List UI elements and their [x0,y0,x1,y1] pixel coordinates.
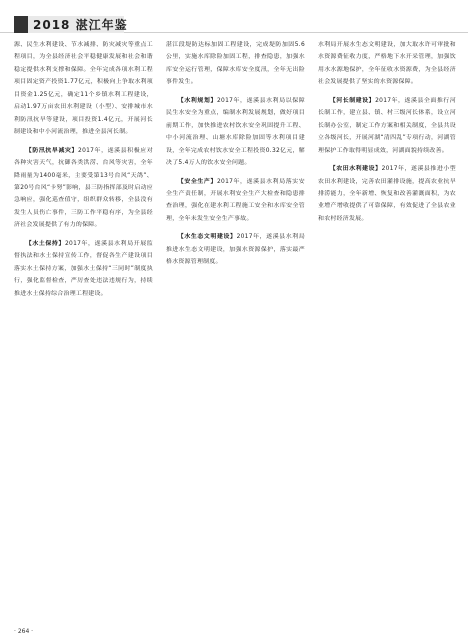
page-number: · 264 · [14,628,34,635]
paragraph [318,163,456,225]
header-marker-block [14,16,28,33]
paragraph-text: 湛江段堤防达标加固工程建设，完成堤防加固5.6公里，实施水库除险加固工程，排查隐患，加强水库安全运行管理，保障水库安全度汛，全年无出险事件发生。 [166,42,305,86]
text-column-right [318,39,456,599]
paragraph-text: 2017年，遂溪县水利局推进水生态文明建设，加强水资源保护，落实最严格水资源管理制度。 [166,234,305,266]
section-heading: 【农田水利建设】 [329,166,382,173]
paragraph-text: 2017年，遂溪县水利局落实安全生产责任制，开展水利安全生产大检查和隐患排查治理，强化在建水利工程施工安全和水库安全管理，全年未发生安全生产事故。 [166,178,305,222]
paragraph-text: 水利局开展水生态文明建设，加大取水许可审批和水资源费征收力度，严格地下水开采管理，加强饮用水水源地保护，全年征收水资源费，为全县经济社会发展提供了坚实的水资源保障。 [318,42,456,86]
paragraph [166,231,305,268]
text-column-middle [166,39,305,599]
section-heading: 【防汛抗旱减灾】 [25,147,79,154]
paragraph [166,95,305,170]
paragraph [14,238,153,300]
paragraph-text: 2017年，遂溪县水利局开展监督执法和水土保持宣传工作，督促各生产建设项目落实水土保持方案，加强水土保持“三同时”制度执行，强化监督检查，严厉查处违法违规行为，持续推进水土保持综合治理工程建设。 [14,240,153,297]
paragraph [318,95,456,157]
paragraph [318,39,456,89]
section-heading: 【安全生产】 [177,178,217,185]
text-column-left [14,39,153,599]
paragraph-text: 2017年，遂溪县积极应对各种灾害天气，抗御各类洪涝、台风等灾害，全年降雨量为1400毫米，主要受第13号台风“天鸽”、第20号台风“卡努”影响，县三防指挥部及时启动应急响应，强化巡查值守，组织群众转移，全县没有发生人员伤亡事件，三防工作平稳有序，为全县经济社会发展提供了有力的保障。 [14,147,153,229]
section-heading: 【水土保持】 [25,240,65,247]
paragraph [166,176,305,226]
paragraph-text: 2017年，遂溪县推进小型农田水利建设，完善农田灌排设施，提高农业抗旱排涝能力，全年新增、恢复和改善灌溉面积，为农业增产增收提供了可靠保障，有效促进了全县农业和农村经济发展。 [318,166,456,222]
section-heading: 【水生态文明建设】 [177,234,237,241]
paragraph [166,39,305,89]
section-heading: 【水利规划】 [177,97,217,104]
paragraph-text: 源、民生水利建设、节水减排、防灾减灾等重点工程项目，为全县经济社会平稳健康发展和社会和谐稳定提供水利支撑和保障。全年完成各项水利工程项目固定资产投资1.77亿元，积极向上争取水利项目资金1.25亿元，确定11个乡镇水利工程建设，启动1.97万亩农田水利建设（小型）、安排城市水利防汛抗旱等建设，项目投资1.4亿元，开展河长制建设和中小河流治理，推进全县河长制。 [14,42,153,136]
paragraph [14,145,153,232]
paragraph-text: 2017年，遂溪县水利局以保障民生水安全为重点，编制水利发展规划，做好项目前期工作，加快推进农村饮水安全巩固提升工程、中小河流治理、山塘水库除险加固等水利项目建设，全年完成农村饮水安全工程投资0.32亿元，解决了5.4万人的饮水安全问题。 [166,97,305,167]
paragraph [14,39,153,139]
paragraph-text: 2017年，遂溪县全面推行河长制工作，建立县、镇、村三级河长体系，设立河长制办公室，制定工作方案和相关制度，全县共设立各级河长，开展河湖“清四乱”专项行动，河湖管理保护工作取得明显成效，河湖面貌持续改善。 [318,97,456,154]
section-heading: 【河长制建设】 [329,97,376,104]
page-title: 2018 湛江年鉴 [33,18,128,32]
